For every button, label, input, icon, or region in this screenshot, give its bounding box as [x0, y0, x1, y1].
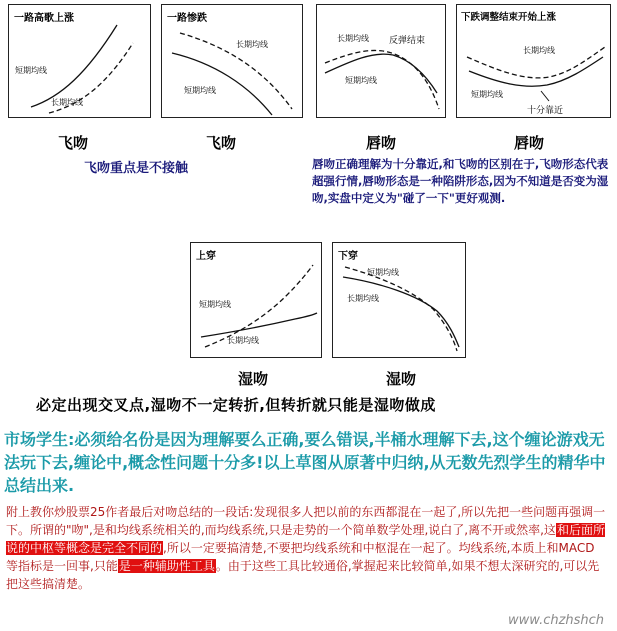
caption-lip-kiss-1: 唇吻	[366, 134, 397, 152]
note-lip-kiss: 唇吻正确理解为十分靠近,和飞吻的区别在于,飞吻形态代表超强行情,唇吻形态是一种陷阱形态,因为不知道是否变为湿吻,实盘中定义为"碰了一下"更好观测.	[312, 157, 609, 205]
label-short-ma: 短期均线	[345, 76, 377, 85]
panel-title: 下跌调整结束开始上涨	[461, 12, 557, 23]
pointer-line	[541, 91, 549, 101]
panel-title: 一路高歌上涨	[14, 13, 74, 24]
label-short-ma: 短期均线	[471, 90, 503, 99]
main-statement: 必定出现交叉点,湿吻不一定转折,但转折就只能是湿吻做成	[36, 396, 436, 414]
panel-lip-kiss-top	[316, 4, 446, 118]
label-rebound-end: 反弹结束	[389, 36, 426, 46]
panel-title: 下穿	[338, 251, 358, 262]
red-highlight-1: 和后面所说的中枢等概念是完全不同的	[6, 523, 605, 555]
panel-wet-kiss-down	[332, 242, 466, 358]
panel-title: 上穿	[196, 251, 216, 262]
label-short-ma: 短期均线	[184, 86, 216, 95]
label-short-ma: 短期均线	[15, 66, 47, 75]
label-short-ma: 短期均线	[199, 300, 231, 309]
label-long-ma: 长期均线	[227, 336, 259, 345]
label-long-ma: 长期均线	[337, 34, 369, 43]
red-paragraph	[6, 503, 606, 593]
panel-fly-kiss-up	[8, 4, 151, 118]
panel-title: 一路惨跌	[167, 13, 207, 24]
short-ma-line	[172, 53, 272, 115]
red-text-part2: ,所以一定要搞清楚,不要把均线系统和中枢混在一起了。均线系统,本质上和MACD等指标是一回事,只能	[6, 541, 595, 573]
label-short-ma: 短期均线	[367, 268, 399, 277]
label-very-close: 十分靠近	[527, 106, 564, 116]
panel-fly-kiss-down	[161, 4, 303, 118]
short-ma-line	[345, 267, 457, 351]
teal-paragraph: 市场学生:必须给名份是因为理解要么正确,要么错误,半桶水理解下去,这个缠论游戏无法玩下去,缠论中,概念性问题十分多!以上草图从原著中归纳,从无数先烈学生的精华中总结出来.	[4, 430, 606, 495]
caption-fly-kiss-1: 飞吻	[58, 134, 89, 152]
panel-lip-kiss-bottom	[456, 4, 611, 118]
red-highlight-2: 是一种辅助性工具	[118, 559, 215, 573]
long-ma-line	[201, 313, 317, 337]
caption-wet-kiss-2: 湿吻	[386, 370, 417, 388]
label-long-ma: 长期均线	[347, 294, 379, 303]
caption-lip-kiss-2: 唇吻	[514, 134, 545, 152]
red-text-part1: 附上教你炒股票25作者最后对吻总结的一段话:发现很多人把以前的东西都混在一起了,所以先把一些问题再强调一下。所谓的"吻",是和均线系统相关的,而均线系统,只是走势的一个简单数学处理,说白了,离不开或然率,这	[6, 505, 606, 537]
label-long-ma: 长期均线	[236, 40, 268, 49]
long-ma-line	[325, 50, 439, 109]
curves-lip-kiss-top	[317, 5, 446, 118]
note-fly-kiss: 飞吻重点是不接触	[84, 161, 189, 176]
caption-fly-kiss-2: 飞吻	[206, 134, 237, 152]
label-long-ma: 长期均线	[51, 98, 83, 107]
caption-wet-kiss-1: 湿吻	[238, 370, 269, 388]
watermark: www.chzhshch	[508, 613, 605, 628]
label-long-ma: 长期均线	[523, 46, 555, 55]
red-text-part3: 。由于这些工具比较通俗,掌握起来比较简单,如果不想太深研究的,可以先把这些搞清楚。	[6, 559, 600, 591]
panel-wet-kiss-up	[190, 242, 322, 358]
